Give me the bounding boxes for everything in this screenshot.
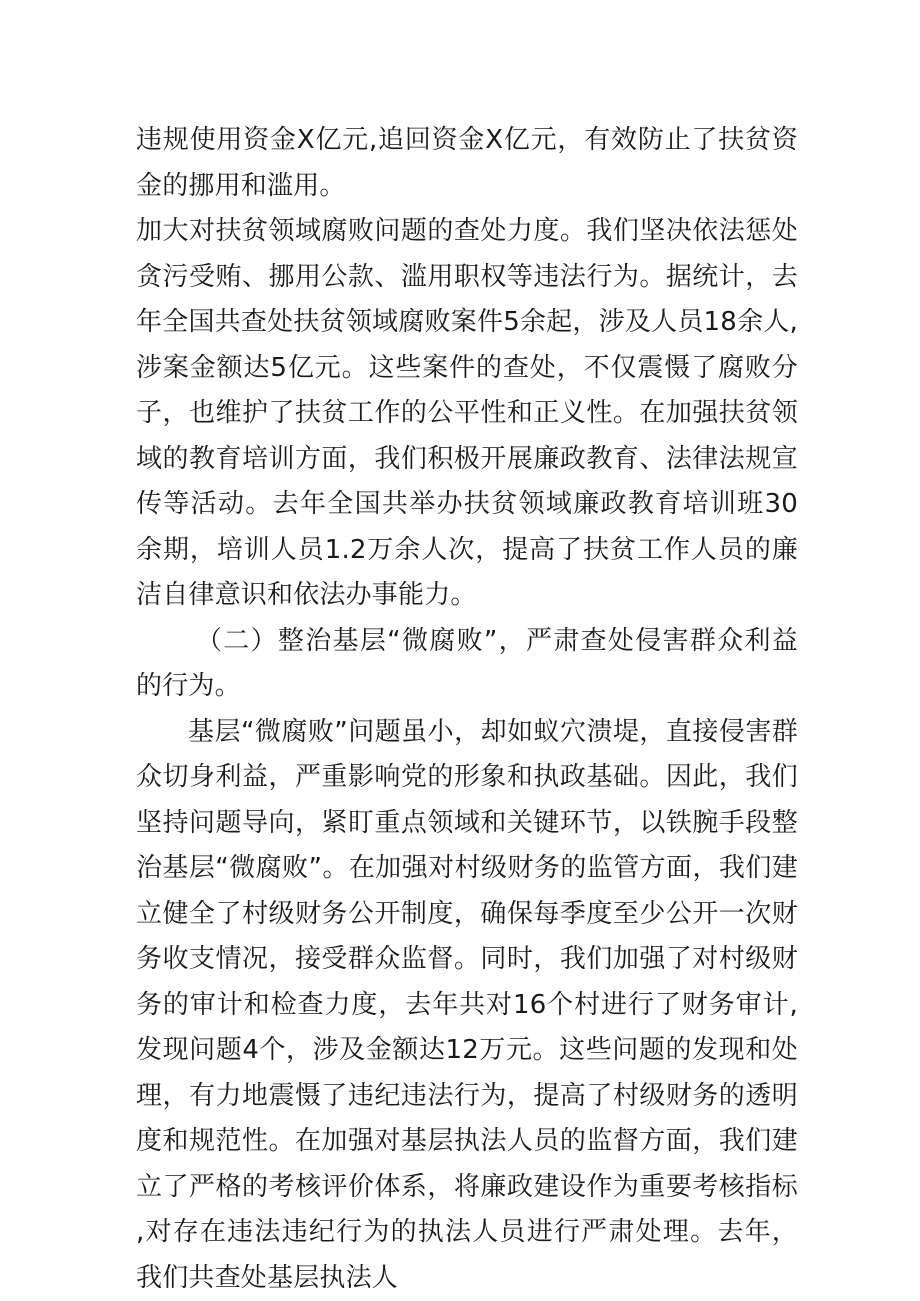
paragraph-poverty-corruption: 加大对扶贫领域腐败问题的查处力度。我们坚决依法惩处贪污受贿、挪用公款、滥用职权等违法行为。据统计，去年全国共查处扶贫领域腐败案件5余起，涉及人员18余人,涉案金额达5亿元。这些案件的查处，不仅震慑了腐败分子，也维护了扶贫工作的公平性和正义性。在加强扶贫领域的教育培训方面，我们积极开展廉政教育、法律法规宣传等活动。去年全国共举办扶贫领域廉政教育培训班30余期，培训人员1.2万余人次，提高了扶贫工作人员的廉洁自律意识和依法办事能力。 bbox=[136, 216, 798, 610]
paragraph-micro-corruption: 基层“微腐败”问题虽小，却如蚁穴溃堤，直接侵害群众切身利益，严重影响党的形象和执政基础。因此，我们坚持问题导向，紧盯重点领域和关键环节，以铁腕手段整治基层“微腐败”。在加强对村级财务的监管方面，我们建立健全了村级财务公开制度，确保每季度至少公开一次财务收支情况，接受群众监督。同时，我们加强了对村级财务的审计和检查力度，去年共对16个村进行了财务审计,发现问题4个，涉及金额达12万元。这些问题的发现和处理，有力地震慑了违纪违法行为，提高了村级财务的透明度和规范性。在加强对基层执法人员的监督方面，我们建立了严格的考核评价体系，将廉政建设作为重要考核指标,对存在违法违纪行为的执法人员进行严肃处理。去年，我们共查处基层执法人 bbox=[136, 716, 798, 1293]
paragraph-continuation: 违规使用资金X亿元,追回资金X亿元，有效防止了扶贫资金的挪用和滥用。 bbox=[136, 125, 798, 201]
section-heading-two: （二）整治基层“微腐败”，严肃查处侵害群众利益的行为。 bbox=[136, 625, 798, 701]
document-body bbox=[136, 118, 798, 1301]
